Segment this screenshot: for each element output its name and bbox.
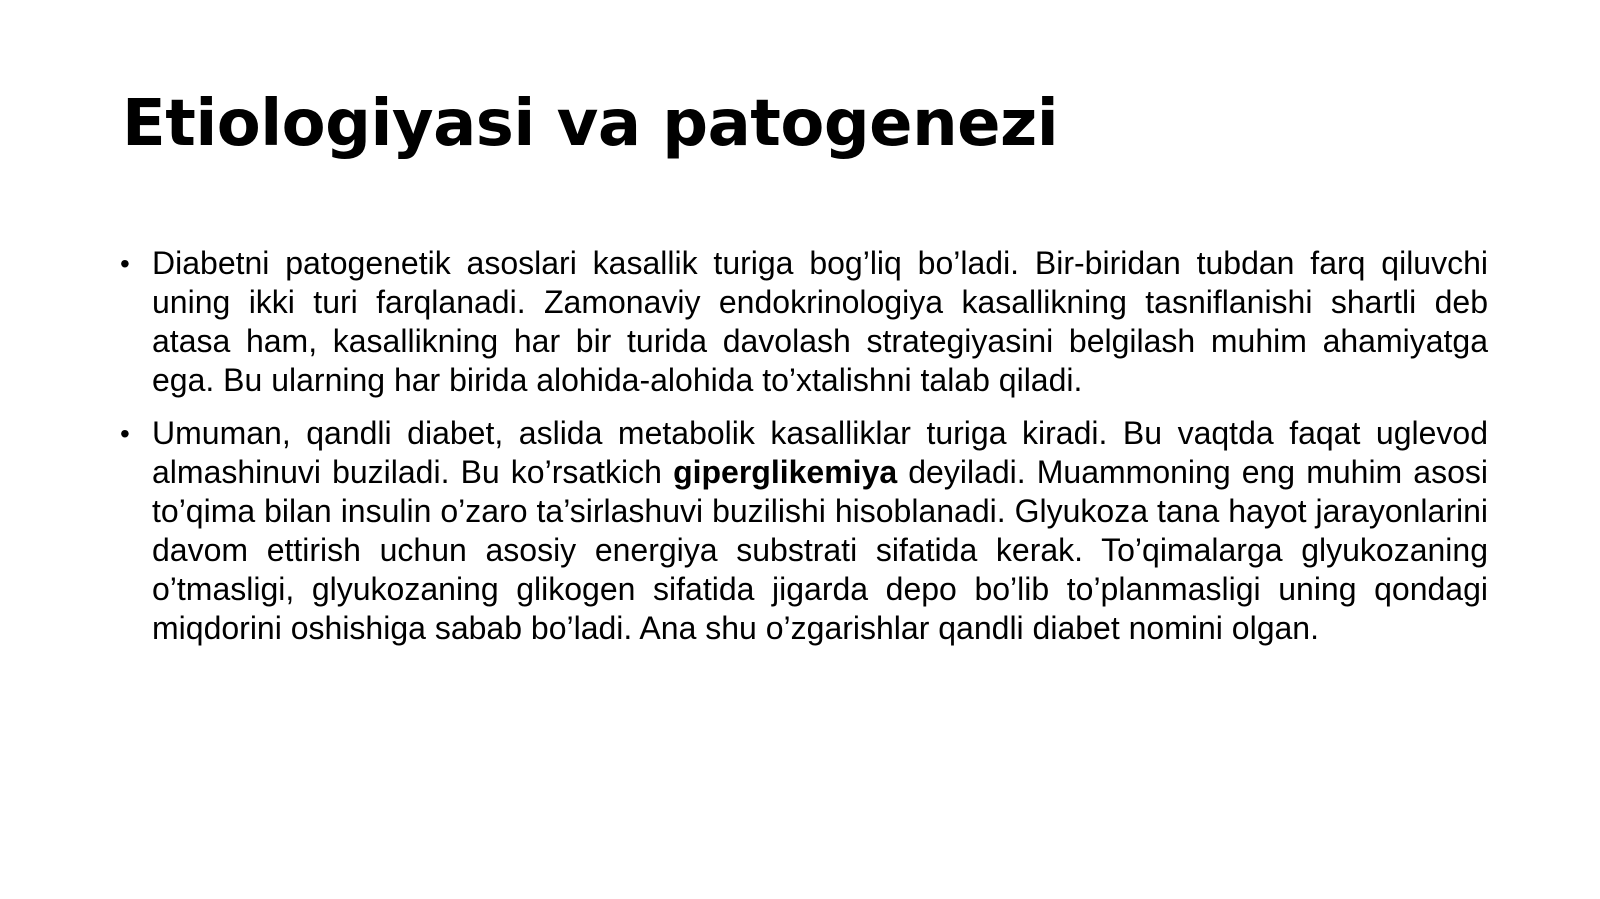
bullet-dot-icon: • [120,248,130,279]
bullet-text-after: deyiladi. Muammoning eng muhim asosi to’qima bilan insulin o’zaro ta’sirlashuvi buzilishi hisoblanadi. Glyukoza tana hayot jarayonlarini davom ettirish uchun asosiy energiya substrati sifatida kerak. To’qimalarga glyukozaning o’tmasligi, glyukozaning glikogen sifatida jigarda depo bo’lib to’planmasligi uning qondagi miqdorini oshishiga sabab bo’ladi. Ana shu o’zgarishlar qandli diabet nomini olgan. [152,454,1489,646]
bullet-text-before: Umuman, qandli diabet, aslida metabolik kasalliklar turiga kiradi. Bu vaqtda faqat uglevod almashinuvi buziladi. Bu ko’rsatkich [152,415,1488,490]
bullet-text: Diabetni patogenetik asoslari kasallik turiga bog’liq bo’ladi. Bir-biridan tubdan farq qiluvchi uning ikki turi farqlanadi. Zamonaviy endokrinologiya kasallikning tasniflanishi shartli deb atasa ham, kasallikning har bir turida davolash strategiyasini belgilash muhim ahamiyatga ega. Bu ularning har birida alohida-alohida to’xtalishni talab qiladi. [152,245,1488,398]
bullet-item-1 [120,244,1488,400]
bullet-item-2 [120,414,1488,648]
bullet-dot-icon: • [120,418,130,449]
bullet-list [120,244,1488,662]
bold-term: giperglikemiya [673,454,898,490]
slide-title: Etiologiyasi va patogenezi [122,87,1059,161]
